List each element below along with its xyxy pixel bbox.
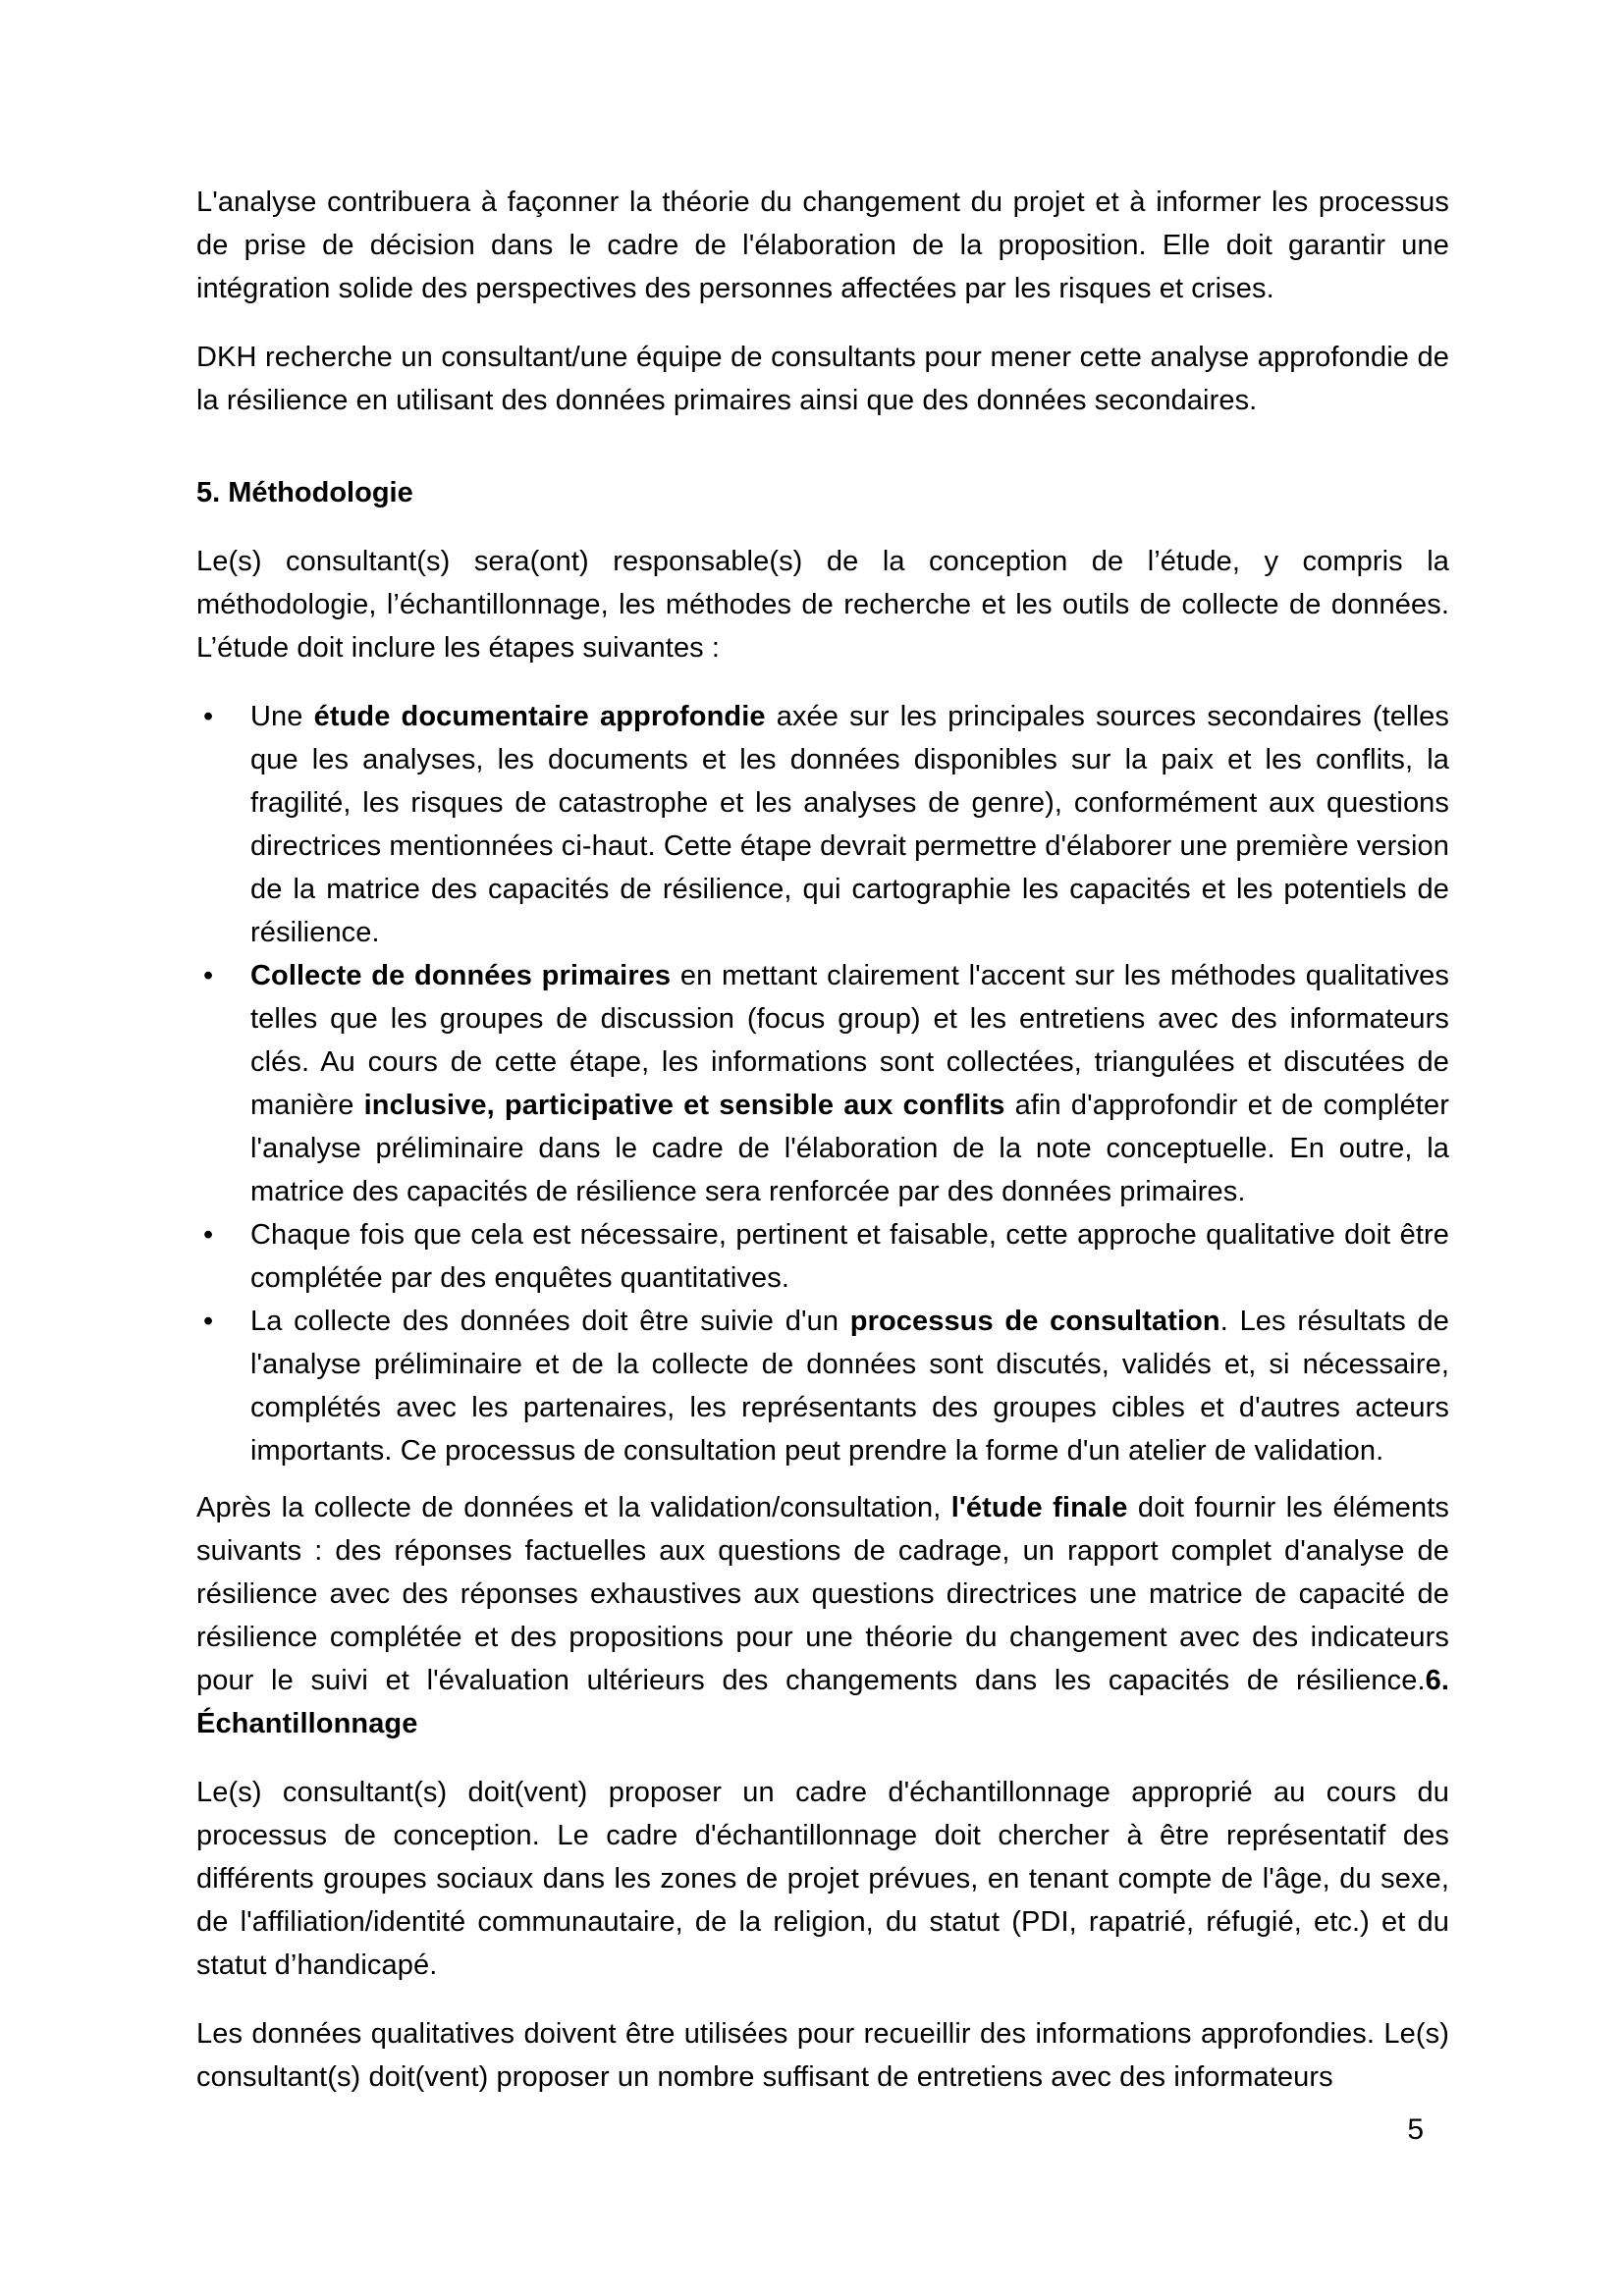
text-run: Après la collecte de données et la validation/consultation, — [196, 1492, 951, 1523]
paragraph-etude-finale — [196, 1486, 1449, 1745]
list-item-etude-documentaire — [203, 695, 1449, 954]
text-run: Une — [250, 701, 314, 732]
text-run: L'analyse contribuera à façonner la théorie du changement du projet et à informer les processus de prise de décision dans le cadre de l'élaboration de la proposition. Elle doit garantir une intégration solide des perspectives des personnes affectées par les risques et crises. — [196, 187, 1449, 304]
heading-methodologie: 5. Méthodologie — [196, 477, 413, 508]
text-run: La collecte des données doit être suivie d'un — [250, 1306, 850, 1337]
list-item-collecte-donnees-primaires — [203, 954, 1449, 1213]
bullet-icon: • — [203, 1306, 214, 1337]
paragraph-consultant-study-design — [196, 540, 1449, 669]
paragraph-donnees-qualitatives — [196, 2012, 1449, 2099]
text-run: Le(s) consultant(s) sera(ont) responsable(s) de la conception de l’étude, y compris la méthodologie, l’échantillonnage, les méthodes de recherche et les outils de collecte de données. L’étude doit inclure les étapes suivantes : — [196, 546, 1449, 664]
paragraph-cadre-echantillonnage — [196, 1771, 1449, 1987]
bullet-icon: • — [203, 701, 214, 732]
text-run: Chaque fois que cela est nécessaire, pertinent et faisable, cette approche qualitative doit être complétée par des enquêtes quantitatives. — [250, 1219, 1449, 1294]
text-run-bold: étude documentaire approfondie — [313, 701, 766, 732]
paragraph-dkh-consultant-search — [196, 336, 1449, 422]
text-run: doit fournir les éléments suivants : des réponses factuelles aux questions de cadrage, un rapport complet d'analyse de résilience avec des réponses exhaustives aux questions directrices une matrice de capacité de résilience complétée et des propositions pour une théorie du changement avec des indicateurs pour le suivi et l'évaluation ultérieurs des changements dans les capacités de résilience. — [196, 1492, 1450, 1696]
text-run: DKH recherche un consultant/une équipe de consultants pour mener cette analyse approfondie de la résilience en utilisant des données primaires ainsi que des données secondaires. — [196, 342, 1449, 416]
text-run: afin d'approfondir et de compléter l'analyse préliminaire dans le cadre de l'élaboration de la note conceptuelle. En outre, la matrice des capacités de résilience sera renforcée par des données primaires. — [250, 1090, 1449, 1207]
text-run: en mettant clairement l'accent sur les méthodes qualitatives telles que les groupes de discussion (focus group) et les entretiens avec des informateurs clés. Au cours de cette étape, les informations sont collectées, triangulées et discutées de manière — [250, 960, 1449, 1121]
text-run-bold: Collecte de données primaires — [250, 960, 672, 991]
text-run: Le(s) consultant(s) doit(vent) proposer un cadre d'échantillonnage approprié au cours du processus de conception. Le cadre d'échantillonnage doit chercher à être représentatif des différents groupes sociaux dans les zones de projet prévues, en tenant compte de l'âge, du sexe, de l'affiliation/identité communautaire, de la religion, du statut (PDI, rapatrié, réfugié, etc.) et du statut d’handicapé. — [196, 1777, 1449, 1981]
bullet-icon: • — [203, 960, 214, 991]
list-item-approche-qualitative — [203, 1213, 1449, 1300]
text-run-bold: processus de consultation — [849, 1306, 1220, 1337]
text-run: Les données qualitatives doivent être utilisées pour recueillir des informations approfondies. Le(s) consultant(s) doit(vent) proposer un nombre suffisant de entretiens avec des informateurs — [196, 2018, 1449, 2093]
paragraph-analysis-theory — [196, 181, 1449, 310]
text-run-bold: l'étude finale — [950, 1492, 1128, 1523]
text-run-bold: 6. Échantillonnage — [196, 1665, 1449, 1739]
list-item-processus-consultation — [203, 1300, 1449, 1472]
page-content — [196, 181, 1449, 2124]
methodology-steps-list — [196, 695, 1449, 1472]
bullet-icon: • — [203, 1219, 214, 1251]
text-run: axée sur les principales sources secondaires (telles que les analyses, les documents et les données disponibles sur la paix et les conflits, la fragilité, les risques de catastrophe et les analyses de genre), conformément aux questions directrices mentionnées ci-haut. Cette étape devrait permettre d'élaborer une première version de la matrice des capacités de résilience, qui cartographie les capacités et les potentiels de résilience. — [250, 701, 1449, 948]
text-run-bold: inclusive, participative et sensible aux conflits — [363, 1090, 1005, 1121]
text-run: . Les résultats de l'analyse préliminaire et de la collecte de données sont discutés, validés et, si nécessaire, complétés avec les partenaires, les représentants des groupes cibles et d'autres acteurs importants. Ce processus de consultation peut prendre la forme d'un atelier de validation. — [250, 1306, 1449, 1467]
page-number: 5 — [1407, 2113, 1424, 2146]
